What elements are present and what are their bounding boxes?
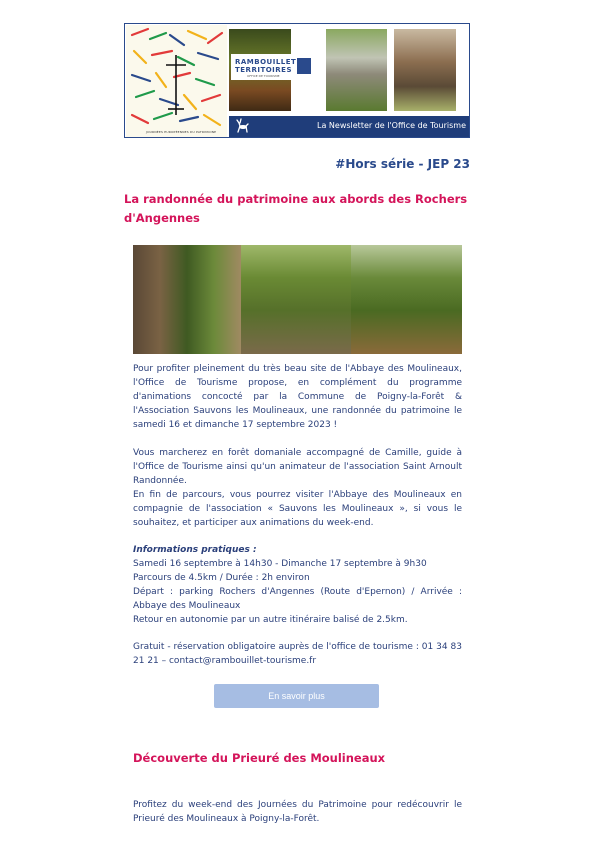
article-title-2: Découverte du Prieuré des Moulineaux (133, 751, 386, 765)
jep-poster-image (126, 25, 227, 137)
header-photo-priory (326, 29, 387, 111)
info-route: Parcours de 4.5km / Durée : 2h environ (133, 573, 310, 583)
deer-icon (233, 118, 251, 135)
article-title: La randonnée du patrimoine aux abords des Rochers d'Angennes (124, 192, 468, 225)
rambouillet-logo[interactable] (231, 54, 315, 80)
article-intro: Pour profiter pleinement du très beau site de l'Abbaye des Moulineaux, l'Office de Tourisme propose, en complément du programme d'animations concocté par la Commune de Poigny-la-Forêt & l'Association Sauvons les Moulineaux, une randonnée du patrimoine le samedi 16 et dimanche 17 septembre 2023 ! (133, 364, 462, 430)
logo-subtitle: OFFICE DE TOURISME (247, 74, 280, 78)
logo-emblem-icon (297, 58, 311, 74)
info-heading: Informations pratiques : (133, 545, 257, 555)
info-schedule: Samedi 16 septembre à 14h30 - Dimanche 17 septembre à 9h30 (133, 559, 427, 569)
info-return: Retour en autonomie par un autre itinéraire balisé de 2.5km. (133, 615, 408, 625)
newsletter-band (229, 116, 470, 137)
photo-trail-marker (133, 245, 241, 354)
logo-text-1: RAMBOUILLET (235, 58, 297, 66)
newsletter-header (124, 23, 470, 138)
article-2-intro: Profitez du week-end des Journées du Patrimoine pour redécouvrir le Prieuré des Moulineaux à Poigny-la-Forêt. (133, 800, 462, 824)
article-body-1: Vous marcherez en forêt domaniale accompagné de Camille, guide à l'Office de Tourisme ainsi qu'un animateur de l'association Saint Arnoult Randonnée. (133, 448, 462, 486)
poster-pattern (126, 25, 227, 137)
newsletter-title: La Newsletter de l'Office de Tourisme (317, 121, 466, 130)
photo-fern-trail (351, 245, 462, 354)
logo-text-2: TERRITOIRES (235, 66, 292, 74)
header-photo-ruins (394, 29, 456, 111)
poster-caption: JOURNÉES EUROPÉENNES DU PATRIMOINE (146, 130, 217, 134)
hike-photo-banner (133, 245, 462, 354)
contact-info: Gratuit - réservation obligatoire auprès de l'office de tourisme : 01 34 83 21 21 – contact@rambouillet-tourisme.fr (133, 642, 462, 666)
learn-more-button[interactable]: En savoir plus (214, 684, 379, 708)
article-body-2: En fin de parcours, vous pourrez visiter l'Abbaye des Moulineaux en compagnie de l'association « Sauvons les Moulineaux », si vous le souhaitez, et participer aux animations du week-end. (133, 490, 462, 528)
edition-label: #Hors série - JEP 23 (335, 157, 470, 171)
info-departure: Départ : parking Rochers d'Angennes (Route d'Epernon) / Arrivée : Abbaye des Moulineaux (133, 587, 462, 611)
photo-forest-path (241, 245, 351, 354)
